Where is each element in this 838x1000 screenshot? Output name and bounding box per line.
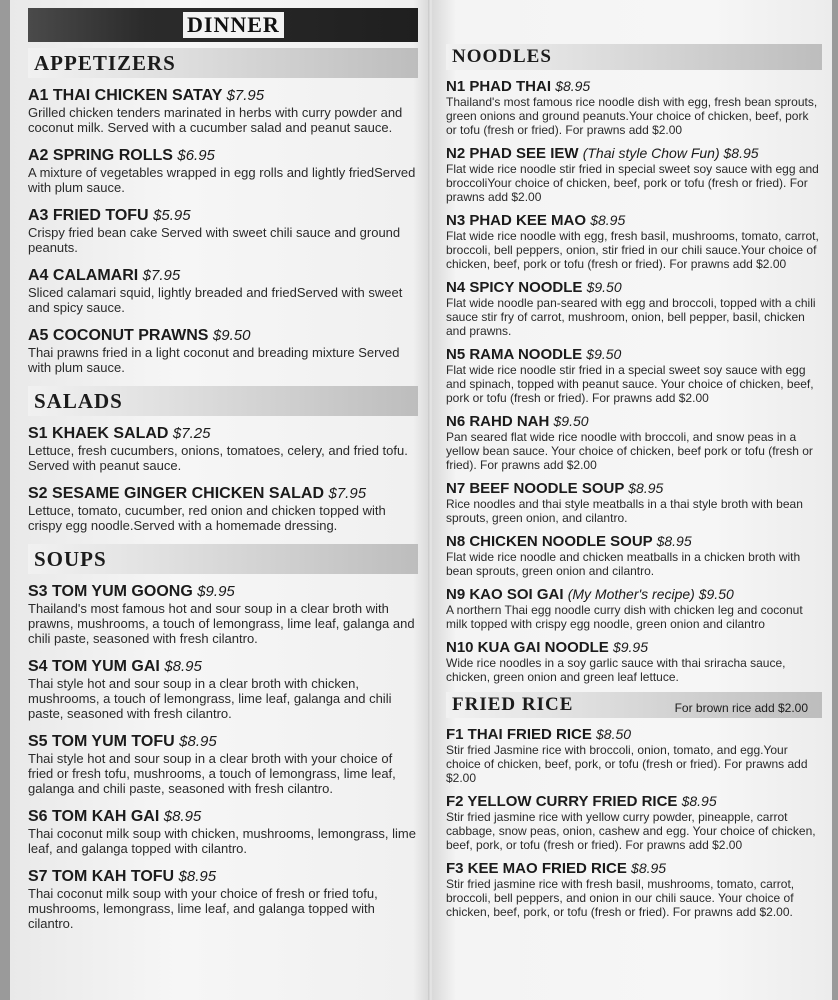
menu-item bbox=[28, 657, 418, 721]
item-price: $8.95 bbox=[681, 793, 717, 809]
item-price: $7.95 bbox=[328, 485, 367, 502]
menu-item bbox=[28, 146, 418, 195]
menu-item bbox=[28, 86, 418, 135]
menu-item bbox=[446, 346, 822, 405]
item-description: Crispy fried bean cake Served with sweet chili sauce and ground peanuts. bbox=[28, 225, 401, 255]
item-price: $9.95 bbox=[197, 583, 235, 600]
item-name: A1 THAI CHICKEN SATAY bbox=[28, 87, 223, 104]
item-description: Thai coconut milk soup with your choice of fresh or fried tofu, mushrooms, lemongrass, lime leaf, and galanga topped with cilantro. bbox=[28, 886, 378, 931]
item-name: S6 TOM KAH GAI bbox=[28, 808, 160, 825]
item-description: Lettuce, tomato, cucumber, red onion and chicken topped with crispy egg noodle.Served with a homemade dressing. bbox=[28, 503, 386, 533]
menu-item bbox=[446, 279, 822, 338]
item-price: $7.25 bbox=[172, 425, 211, 442]
item-price: $9.50 bbox=[586, 279, 622, 295]
item-price: $9.95 bbox=[612, 639, 649, 655]
menu-right-page bbox=[432, 0, 832, 1000]
item-price: $8.95 bbox=[163, 808, 202, 825]
salads-list bbox=[28, 424, 418, 533]
menu-item bbox=[28, 424, 418, 473]
item-name: S4 TOM YUM GAI bbox=[28, 658, 160, 675]
menu-item bbox=[446, 413, 822, 472]
noodles-list bbox=[446, 78, 822, 684]
item-name: N3 PHAD KEE MAO bbox=[446, 212, 587, 229]
menu-item bbox=[446, 480, 822, 525]
item-name: N5 RAMA NOODLE bbox=[446, 346, 583, 363]
section-header-appetizers: APPETIZERS bbox=[28, 48, 418, 78]
item-price: $8.95 bbox=[178, 868, 217, 885]
item-description: Thai prawns fried in a light coconut and breading mixture Served with plum sauce. bbox=[28, 345, 400, 375]
item-description: Stir fried jasmine rice with yellow curry powder, pineapple, carrot cabbage, snow peas, onion, cashew and egg. Your choice of chicken, beef, pork, or tofu (fresh or fried). For prawns add $2.00 bbox=[446, 810, 816, 852]
menu-item bbox=[446, 860, 822, 919]
item-price: (My Mother's recipe) $9.50 bbox=[567, 586, 734, 602]
item-description: A northern Thai egg noodle curry dish with chicken leg and coconut milk topped with crispy egg noodle, green onion and cilantro bbox=[446, 603, 803, 631]
item-name: S2 SESAME GINGER CHICKEN SALAD bbox=[28, 485, 325, 502]
menu-title: DINNER bbox=[183, 12, 284, 38]
menu-item bbox=[446, 533, 822, 578]
item-description: Flat wide rice noodle with egg, fresh basil, mushrooms, tomato, carrot, broccoli, bell peppers, onion, stir fried in our chili sauce.Your choice of chicken, beef, pork or tofu (fresh or fried). For prawns add $2.00 bbox=[446, 229, 819, 271]
item-price: $8.50 bbox=[596, 726, 632, 742]
section-header-fried-rice bbox=[446, 692, 822, 718]
item-price: $8.95 bbox=[164, 658, 202, 675]
menu-item bbox=[446, 145, 822, 204]
section-header-soups: SOUPS bbox=[28, 544, 418, 574]
item-description: Pan seared flat wide rice noodle with broccoli, and snow peas in a yellow bean sauce. Your choice of chicken, beef pork or tofu (fresh or fried). For prawns add $2.00 bbox=[446, 430, 813, 472]
section-header-salads: SALADS bbox=[28, 386, 418, 416]
item-name: F2 YELLOW CURRY FRIED RICE bbox=[446, 793, 678, 810]
item-name: N7 BEEF NOODLE SOUP bbox=[446, 480, 625, 497]
menu-item bbox=[446, 639, 822, 684]
menu-item bbox=[446, 212, 822, 271]
menu-item bbox=[28, 326, 418, 375]
item-price: $8.95 bbox=[555, 78, 591, 94]
item-name: N4 SPICY NOODLE bbox=[446, 279, 583, 296]
dinner-banner bbox=[28, 8, 418, 42]
item-name: A5 COCONUT PRAWNS bbox=[28, 327, 209, 344]
section-header-noodles: NOODLES bbox=[446, 44, 822, 70]
item-name: N8 CHICKEN NOODLE SOUP bbox=[446, 533, 653, 550]
item-name: S7 TOM KAH TOFU bbox=[28, 868, 175, 885]
item-price: $7.95 bbox=[142, 267, 181, 284]
item-name: N1 PHAD THAI bbox=[446, 78, 552, 95]
item-description: Lettuce, fresh cucumbers, onions, tomatoes, celery, and fried tofu. Served with peanut sauce. bbox=[28, 443, 408, 473]
item-name: A2 SPRING ROLLS bbox=[28, 147, 173, 164]
item-description: Flat wide rice noodle and chicken meatballs in a chicken broth with bean sprouts, green onion and cilantro. bbox=[446, 550, 801, 578]
item-price: $8.95 bbox=[590, 212, 626, 228]
menu-item bbox=[446, 586, 822, 631]
item-description: Thai style hot and sour soup in a clear broth with your choice of fried or fresh tofu, mushrooms, a touch of lemongrass, lime leaf, galanga and chili paste, seasoned with fresh cilantro. bbox=[28, 751, 396, 796]
item-price: $5.95 bbox=[153, 207, 191, 224]
menu-item bbox=[28, 867, 418, 931]
soups-list bbox=[28, 582, 418, 931]
menu-item bbox=[28, 266, 418, 315]
menu-item bbox=[28, 732, 418, 796]
item-name: S3 TOM YUM GOONG bbox=[28, 583, 193, 600]
item-name: N2 PHAD SEE IEW bbox=[446, 145, 579, 162]
item-price: $9.50 bbox=[553, 413, 589, 429]
item-price: $9.50 bbox=[586, 346, 622, 362]
menu-item bbox=[28, 582, 418, 646]
item-description: Flat wide rice noodle stir fried in a special sweet soy sauce with egg and spinach, topped with peanut sauce. Your choice of chicken, beef, pork or tofu (fresh or fried). For prawns add $2.00 bbox=[446, 363, 814, 405]
item-name: S5 TOM YUM TOFU bbox=[28, 733, 175, 750]
item-price: $8.95 bbox=[179, 733, 217, 750]
menu-item bbox=[28, 484, 418, 533]
fried-rice-header-label: FRIED RICE bbox=[452, 694, 574, 715]
item-price: $8.95 bbox=[631, 860, 667, 876]
item-name: F1 THAI FRIED RICE bbox=[446, 726, 592, 743]
item-name: A4 CALAMARI bbox=[28, 267, 139, 284]
item-description: Stir fried Jasmine rice with broccoli, onion, tomato, and egg.Your choice of chicken, beef, pork, or tofu (fresh or fried). For prawns add $2.00 bbox=[446, 743, 808, 785]
brown-rice-note: For brown rice add $2.00 bbox=[674, 701, 808, 715]
item-price: $8.95 bbox=[656, 533, 692, 549]
item-price: $6.95 bbox=[177, 147, 215, 164]
item-description: Grilled chicken tenders marinated in herbs with curry powder and coconut milk. Served with a cucumber salad and peanut sauce. bbox=[28, 105, 403, 135]
item-description: Flat wide noodle pan-seared with egg and broccoli, topped with a chili sauce stir fry of carrot, mushroom, onion, bell pepper, basil, chicken and prawns. bbox=[446, 296, 816, 338]
item-description: Thailand's most famous rice noodle dish with egg, fresh bean sprouts, green onions and ground peanuts.Your choice of chicken, beef, pork or tofu (fresh or fried). For prawns add $2.00 bbox=[446, 95, 818, 137]
menu-item bbox=[446, 726, 822, 785]
menu-item bbox=[28, 807, 418, 856]
item-description: Sliced calamari squid, lightly breaded and friedServed with sweet and spicy sauce. bbox=[28, 285, 403, 315]
item-description: Wide rice noodles in a soy garlic sauce with thai sriracha sauce, chicken, green onion and green leaf lettuce. bbox=[446, 656, 786, 684]
menu-item bbox=[28, 206, 418, 255]
item-name: N10 KUA GAI NOODLE bbox=[446, 639, 609, 656]
item-name: N9 KAO SOI GAI bbox=[446, 586, 564, 603]
menu-left-page bbox=[10, 0, 430, 1000]
item-description: Rice noodles and thai style meatballs in a thai style broth with bean sprouts, green onion, and cilantro. bbox=[446, 497, 803, 525]
item-price: (Thai style Chow Fun) $8.95 bbox=[582, 145, 759, 161]
item-name: F3 KEE MAO FRIED RICE bbox=[446, 860, 627, 877]
item-name: S1 KHAEK SALAD bbox=[28, 425, 169, 442]
item-price: $9.50 bbox=[212, 327, 251, 344]
item-price: $7.95 bbox=[226, 87, 265, 104]
item-description: Stir fried jasmine rice with fresh basil, mushrooms, tomato, carrot, broccoli, bell peppers, and onion in our chili sauce. Your choice of chicken, beef, pork, or tofu (fresh or fried). For prawns add $2.00. bbox=[446, 877, 795, 919]
item-description: Thailand's most famous hot and sour soup in a clear broth with prawns, mushrooms, a touch of lemongrass, lime leaf, galanga and chili paste, seasoned with fresh cilantro. bbox=[28, 601, 415, 646]
item-description: Thai coconut milk soup with chicken, mushrooms, lemongrass, lime leaf, and galanga topped with cilantro. bbox=[28, 826, 416, 856]
menu-item bbox=[446, 78, 822, 137]
item-price: $8.95 bbox=[628, 480, 664, 496]
appetizers-list bbox=[28, 86, 418, 375]
item-description: Flat wide rice noodle stir fried in special sweet soy sauce with egg and broccoliYour choice of chicken, beef, pork or tofu (fresh or fried). For prawns add $2.00 bbox=[446, 162, 819, 204]
item-name: A3 FRIED TOFU bbox=[28, 207, 149, 224]
item-name: N6 RAHD NAH bbox=[446, 413, 550, 430]
item-description: Thai style hot and sour soup in a clear broth with chicken, mushrooms, a touch of lemongrass, lime leaf, galanga and chili paste, seasoned with fresh cilantro. bbox=[28, 676, 392, 721]
fried-rice-list bbox=[446, 726, 822, 919]
menu-item bbox=[446, 793, 822, 852]
item-description: A mixture of vegetables wrapped in egg rolls and lightly friedServed with plum sauce. bbox=[28, 165, 416, 195]
